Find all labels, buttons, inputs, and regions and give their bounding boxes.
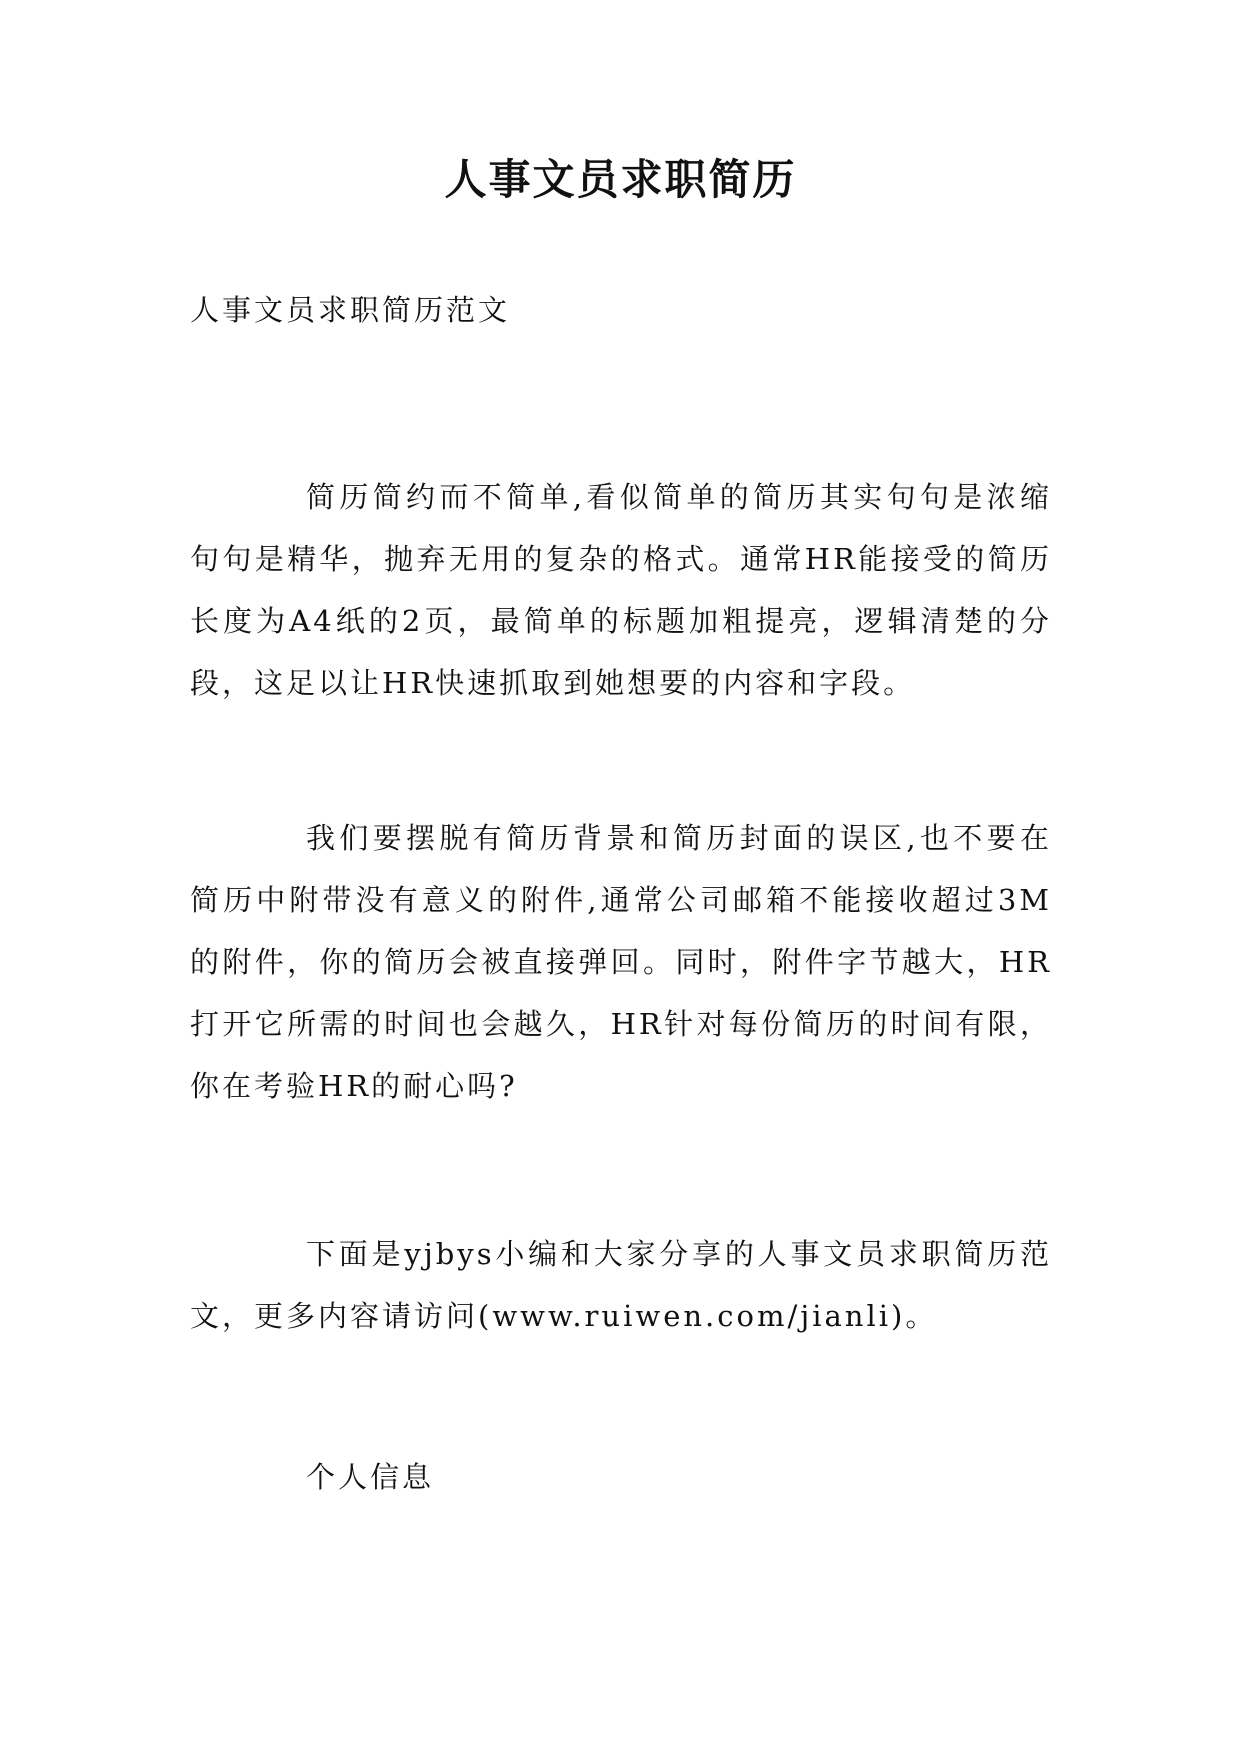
intro-paragraph-2: 我们要摆脱有简历背景和简历封面的误区,也不要在简历中附带没有意义的附件,通常公司邮箱不能接收超过3M的附件，你的简历会被直接弹回。同时，附件字节越大，HR打开它所需的时间也会越久，HR针对每份简历的时间有限，你在考验HR的耐心吗? <box>190 821 1052 1103</box>
document-subtitle: 人事文员求职简历范文 <box>190 293 511 327</box>
intro-paragraph-3: 下面是yjbys小编和大家分享的人事文员求职简历范文，更多内容请访问(www.ruiwen.com/jianli)。 <box>190 1237 1052 1333</box>
intro-paragraph-1: 简历简约而不简单,看似简单的简历其实句句是浓缩句句是精华，抛弃无用的复杂的格式。通常HR能接受的简历长度为A4纸的2页，最简单的标题加粗提亮，逻辑清楚的分段，这足以让HR快速抓取到她想要的内容和字段。 <box>190 480 1052 700</box>
section-heading-personal-info: 个人信息 <box>306 1460 435 1494</box>
document-title: 人事文员求职简历 <box>444 155 797 204</box>
